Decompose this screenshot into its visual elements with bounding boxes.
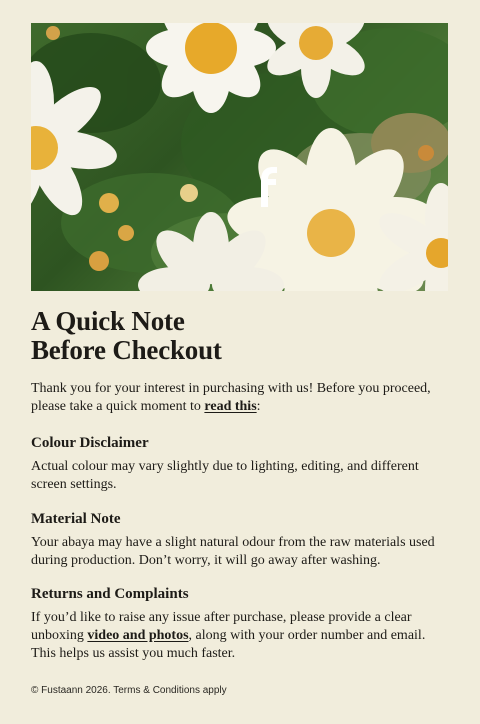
intro-paragraph	[31, 380, 451, 416]
hero-image-daisies	[31, 23, 448, 291]
colour-disclaimer-title: Colour Disclaimer	[31, 435, 149, 451]
video-and-photos-link[interactable]: video and photos	[87, 628, 189, 643]
footer-copyright: © Fustaann 2026. Terms & Conditions apply	[31, 685, 227, 696]
returns-text-end: , along with your order number and email. This helps us assist you much faster.	[31, 628, 426, 661]
material-note-title: Material Note	[31, 511, 121, 527]
intro-colon: :	[256, 399, 261, 414]
intro-text: Thank you for your interest in purchasing with us! Before you proceed, please take a quick moment to	[31, 381, 431, 414]
material-note-body: Your abaya may have a slight natural odour from the raw materials used during production. Don’t worry, it will go away after washing.	[31, 535, 435, 568]
page-title-line1: A Quick Note	[31, 306, 185, 336]
read-this-link[interactable]: read this	[204, 399, 257, 414]
brand-logo-icon	[249, 163, 289, 211]
page-title-line2: Before Checkout	[31, 335, 222, 365]
page-title	[31, 307, 451, 365]
colour-disclaimer-body: Actual colour may vary slightly due to lighting, editing, and different screen settings.	[31, 459, 419, 492]
returns-text: If you’d like to raise any issue after purchase, please provide a clear unboxing	[31, 610, 412, 643]
returns-title: Returns and Complaints	[31, 586, 189, 602]
daisy-painting	[31, 23, 448, 291]
returns-body	[31, 609, 451, 663]
